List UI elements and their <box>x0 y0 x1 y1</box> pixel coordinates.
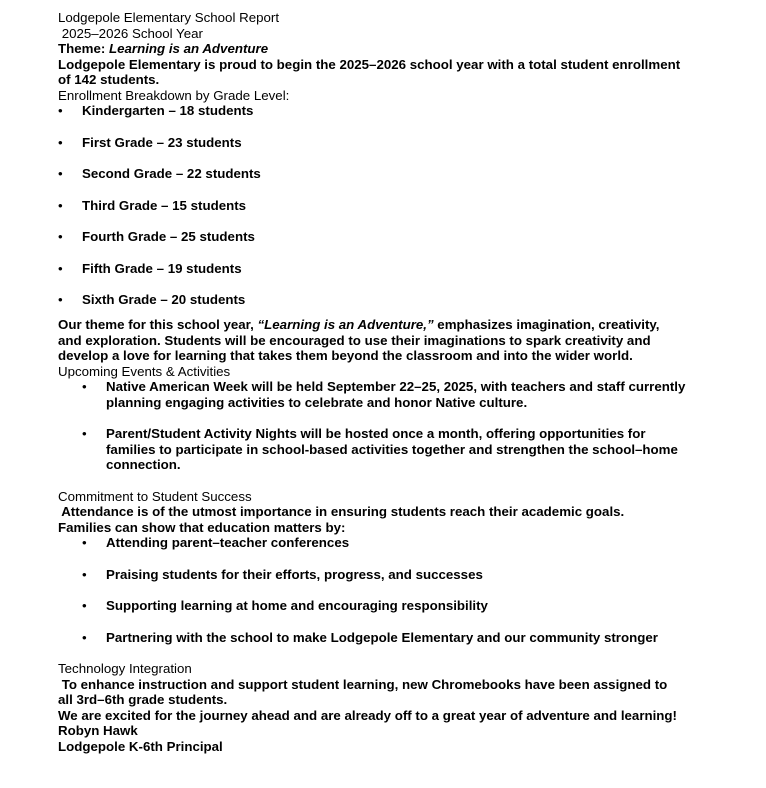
list-spacer <box>58 410 738 426</box>
grade-text: First Grade – 23 students <box>82 134 242 150</box>
commitment-item <box>58 535 738 551</box>
grade-text: Second Grade – 22 students <box>82 166 261 181</box>
bullet-icon: • <box>82 379 87 394</box>
list-spacer <box>58 473 738 489</box>
commitment-text: Praising students for their efforts, progress, and successes <box>106 566 483 582</box>
commitment-text: Supporting learning at home and encouraging responsibility <box>106 598 488 613</box>
list-spacer <box>58 551 738 567</box>
commitment-item <box>58 567 738 583</box>
theme-paragraph-line-2: and exploration. Students will be encouraged to use their imaginations to spark creativity and <box>58 332 651 348</box>
events-list <box>58 379 738 489</box>
grade-item <box>58 135 738 167</box>
grade-item <box>58 229 738 261</box>
closing-message: We are excited for the journey ahead and are already off to a great year of adventure and learning! <box>58 707 677 723</box>
commitment-text: Attending parent–teacher conferences <box>106 535 350 550</box>
technology-line-2: all 3rd–6th grade students. <box>58 692 228 707</box>
list-spacer <box>58 614 738 630</box>
theme-line <box>58 41 738 57</box>
theme-paragraph-line-1 <box>58 317 738 333</box>
bullet-icon: • <box>58 134 63 150</box>
report-document <box>58 10 738 754</box>
list-spacer <box>58 645 738 661</box>
bullet-icon: • <box>82 566 87 582</box>
list-spacer <box>58 582 738 598</box>
theme-label: Theme: <box>58 41 109 56</box>
school-year: 2025–2026 School Year <box>58 25 203 41</box>
commitment-heading: Commitment to Student Success <box>58 488 252 504</box>
events-heading: Upcoming Events & Activities <box>58 363 231 379</box>
grade-item <box>58 103 738 135</box>
commitment-item <box>58 598 738 614</box>
bullet-icon: • <box>58 166 63 181</box>
bullet-icon: • <box>58 260 63 276</box>
commitment-text: Partnering with the school to make Lodgepole Elementary and our community stronger <box>106 629 658 645</box>
bullet-icon: • <box>58 229 63 244</box>
technology-line-1: To enhance instruction and support student learning, new Chromebooks have been assigned to <box>58 676 668 692</box>
grade-text: Third Grade – 15 students <box>82 197 247 213</box>
theme-paragraph-prefix: Our theme for this school year, <box>58 317 258 332</box>
grade-list <box>58 103 738 317</box>
grade-item <box>58 198 738 230</box>
event-text: Native American Week will be held September 22–25, 2025, with teachers and staff currently planning engaging activities to celebrate and honor Native culture. <box>106 379 686 410</box>
event-text: Parent/Student Activity Nights will be hosted once a month, offering opportunities for families to participate in school-based activities together and strengthen the school–home connection. <box>106 426 678 472</box>
commitment-item <box>58 630 738 646</box>
intro-line-1: Lodgepole Elementary is proud to begin the 2025–2026 school year with a total student enrollment <box>58 56 681 72</box>
report-title: Lodgepole Elementary School Report <box>58 10 280 25</box>
commitment-list <box>58 535 738 661</box>
commitment-line-1: Attendance is of the utmost importance in ensuring students reach their academic goals. <box>58 504 625 519</box>
grade-text: Fourth Grade – 25 students <box>82 229 255 244</box>
grade-item <box>58 292 738 317</box>
bullet-icon: • <box>82 598 87 613</box>
theme-value: Learning is an Adventure <box>108 41 269 56</box>
theme-paragraph-quote: “Learning is an Adventure,” <box>257 317 434 332</box>
bullet-icon: • <box>82 535 87 550</box>
breakdown-heading: Enrollment Breakdown by Grade Level: <box>58 87 290 103</box>
signature-name: Robyn Hawk <box>58 723 138 738</box>
theme-paragraph-line-3: develop a love for learning that takes them beyond the classroom and into the wider world. <box>58 348 633 363</box>
grade-text: Fifth Grade – 19 students <box>82 260 242 276</box>
intro-line-2: of 142 students. <box>58 72 160 87</box>
bullet-icon: • <box>58 292 63 307</box>
bullet-icon: • <box>58 103 63 118</box>
grade-item <box>58 166 738 198</box>
theme-paragraph-rest: emphasizes imagination, creativity, <box>433 317 660 332</box>
bullet-icon: • <box>82 629 87 645</box>
signature-title: Lodgepole K-6th Principal <box>58 738 223 754</box>
commitment-line-2: Families can show that education matters by: <box>58 519 346 535</box>
grade-text: Kindergarten – 18 students <box>82 103 254 118</box>
grade-item <box>58 261 738 293</box>
grade-text: Sixth Grade – 20 students <box>82 292 246 307</box>
event-item <box>58 426 738 473</box>
event-item <box>58 379 738 410</box>
bullet-icon: • <box>82 426 87 441</box>
technology-heading: Technology Integration <box>58 661 192 676</box>
bullet-icon: • <box>58 197 63 213</box>
